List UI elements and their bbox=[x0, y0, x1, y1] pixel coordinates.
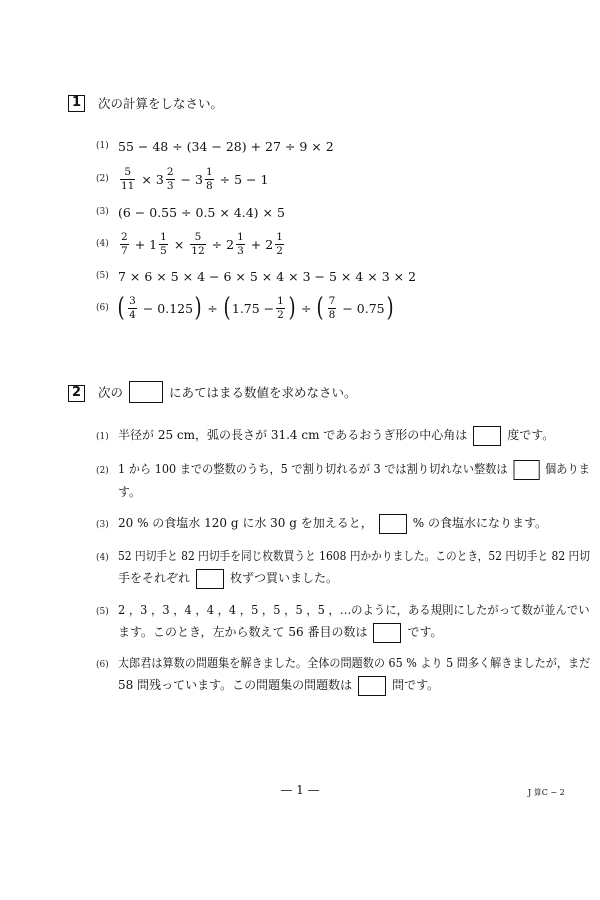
whole-number: 1 bbox=[149, 236, 158, 252]
problem-text-line-2 bbox=[118, 672, 439, 698]
problem-label: (2) bbox=[96, 466, 109, 476]
fraction: $\frac{1}{3}$ bbox=[237, 230, 244, 257]
fraction: $\frac{2}{7}$ bbox=[121, 230, 128, 257]
problem-label: (5) bbox=[96, 271, 109, 281]
operator: ÷ bbox=[211, 236, 223, 252]
paren: ) bbox=[288, 293, 296, 323]
text: 20 % の食塩水 120 g に水 30 g を加えると， bbox=[118, 516, 373, 530]
answer-box bbox=[513, 460, 539, 480]
text: 1 から 100 までの整数のうち，5 で割り切れるが 3 では割り切れない整数は bbox=[118, 462, 508, 476]
term: 1.75 − bbox=[231, 300, 275, 316]
text: 度です。 bbox=[507, 428, 555, 442]
answer-box bbox=[379, 514, 407, 534]
operator: × bbox=[173, 236, 185, 252]
page-number: — 1 — bbox=[280, 783, 320, 797]
paren: ) bbox=[386, 293, 394, 323]
problem-text: 2 ，3 ，3 ，4 ，4 ，4 ，5 ，5 ，5 ，5 ，…のように，ある規則にしたがって数が並んでい bbox=[118, 603, 590, 617]
answer-box bbox=[129, 381, 163, 403]
problem-text: 52 円切手と 82 円切手を同じ枚数買うと 1608 円かかりました。このとき，52 円切手と 82 円切 bbox=[118, 549, 590, 563]
problem-text: 太郎君は算数の問題集を解きました。全体の問題数の 65 % より 5 問多く解きましたが，まだ bbox=[118, 656, 591, 670]
fraction: $\frac{2}{3}$ bbox=[166, 165, 174, 192]
title-text: にあてはまる数値を求めなさい。 bbox=[169, 384, 357, 400]
answer-box bbox=[196, 569, 224, 589]
section-2-title bbox=[98, 381, 357, 403]
problem-label: (1) bbox=[96, 432, 109, 442]
problem-expression bbox=[118, 229, 286, 259]
section-1-title: 次の計算をしなさい。 bbox=[98, 96, 224, 111]
whole-number: 2 bbox=[265, 236, 274, 252]
problem-expression: 7 × 6 × 5 × 4 − 6 × 5 × 4 × 3 − 5 × 4 × 3 × 2 bbox=[118, 268, 417, 284]
answer-box bbox=[473, 426, 501, 446]
text: ます。このとき，左から数えて 56 番目の数は bbox=[118, 625, 368, 639]
operator: − bbox=[180, 171, 191, 187]
term: − 0.75 bbox=[342, 300, 385, 316]
answer-box bbox=[358, 676, 386, 696]
paren: ( bbox=[317, 293, 325, 323]
problem-label: (6) bbox=[96, 303, 109, 313]
whole-number: 3 bbox=[194, 171, 203, 187]
text: 問です。 bbox=[392, 678, 440, 692]
problem-expression bbox=[116, 293, 395, 323]
problem-label: (3) bbox=[96, 520, 109, 530]
paren: ( bbox=[117, 293, 125, 323]
fraction: $\frac{1}{8}$ bbox=[205, 165, 213, 192]
problem-text-line-2: す。 bbox=[118, 485, 142, 499]
fraction: $\frac{1}{2}$ bbox=[276, 230, 283, 257]
whole-number: 2 bbox=[226, 236, 235, 252]
text: 半径が 25 cm，弧の長さが 31.4 cm であるおうぎ形の中心角は bbox=[118, 428, 468, 442]
problem-text bbox=[118, 510, 547, 536]
operator: + bbox=[250, 236, 262, 252]
text: % の食塩水になります。 bbox=[412, 516, 547, 530]
exam-code: J 算C − 2 bbox=[528, 788, 565, 797]
fraction: $\frac{5}{11}$ bbox=[121, 165, 135, 192]
operator: ÷ bbox=[207, 300, 218, 316]
paren: ) bbox=[194, 293, 202, 323]
fraction: $\frac{1}{2}$ bbox=[277, 294, 284, 321]
text: 個ありま bbox=[545, 462, 590, 476]
fraction: $\frac{5}{12}$ bbox=[191, 230, 205, 257]
problem-label: (3) bbox=[96, 207, 109, 217]
problem-label: (5) bbox=[96, 607, 109, 617]
fraction: $\frac{3}{4}$ bbox=[129, 294, 136, 321]
problem-text-line-2 bbox=[118, 619, 443, 645]
problem-label: (2) bbox=[96, 174, 109, 184]
text: です。 bbox=[407, 625, 443, 639]
problem-text bbox=[118, 422, 554, 448]
answer-box bbox=[373, 623, 401, 643]
text: 58 問残っています。この問題集の問題数は bbox=[118, 678, 353, 692]
fraction: $\frac{7}{8}$ bbox=[328, 294, 336, 321]
problem-expression: (6 − 0.55 ÷ 0.5 × 4.4) × 5 bbox=[118, 204, 285, 220]
problem-expression bbox=[118, 164, 268, 194]
operator: + bbox=[134, 236, 146, 252]
term: − 0.125 bbox=[142, 300, 194, 316]
whole-number: 3 bbox=[155, 171, 164, 187]
fraction: $\frac{1}{5}$ bbox=[160, 230, 167, 257]
section-2-number: 2 bbox=[68, 385, 85, 402]
problem-label: (4) bbox=[96, 553, 109, 563]
text: 枚ずつ買いました。 bbox=[230, 571, 339, 585]
title-text: 次の bbox=[98, 384, 124, 400]
problem-text-line-2 bbox=[118, 565, 338, 591]
paren: ( bbox=[223, 293, 231, 323]
problem-text bbox=[118, 456, 590, 482]
operator: × bbox=[141, 171, 152, 187]
problem-label: (6) bbox=[96, 660, 109, 670]
problem-label: (1) bbox=[96, 141, 109, 151]
operator: ÷ 5 − 1 bbox=[219, 171, 269, 187]
problem-label: (4) bbox=[96, 239, 109, 249]
operator: ÷ bbox=[301, 300, 312, 316]
text: 手をそれぞれ bbox=[118, 571, 191, 585]
section-1-number: 1 bbox=[68, 95, 85, 112]
problem-expression: 55 − 48 ÷ (34 − 28) + 27 ÷ 9 × 2 bbox=[118, 138, 334, 154]
